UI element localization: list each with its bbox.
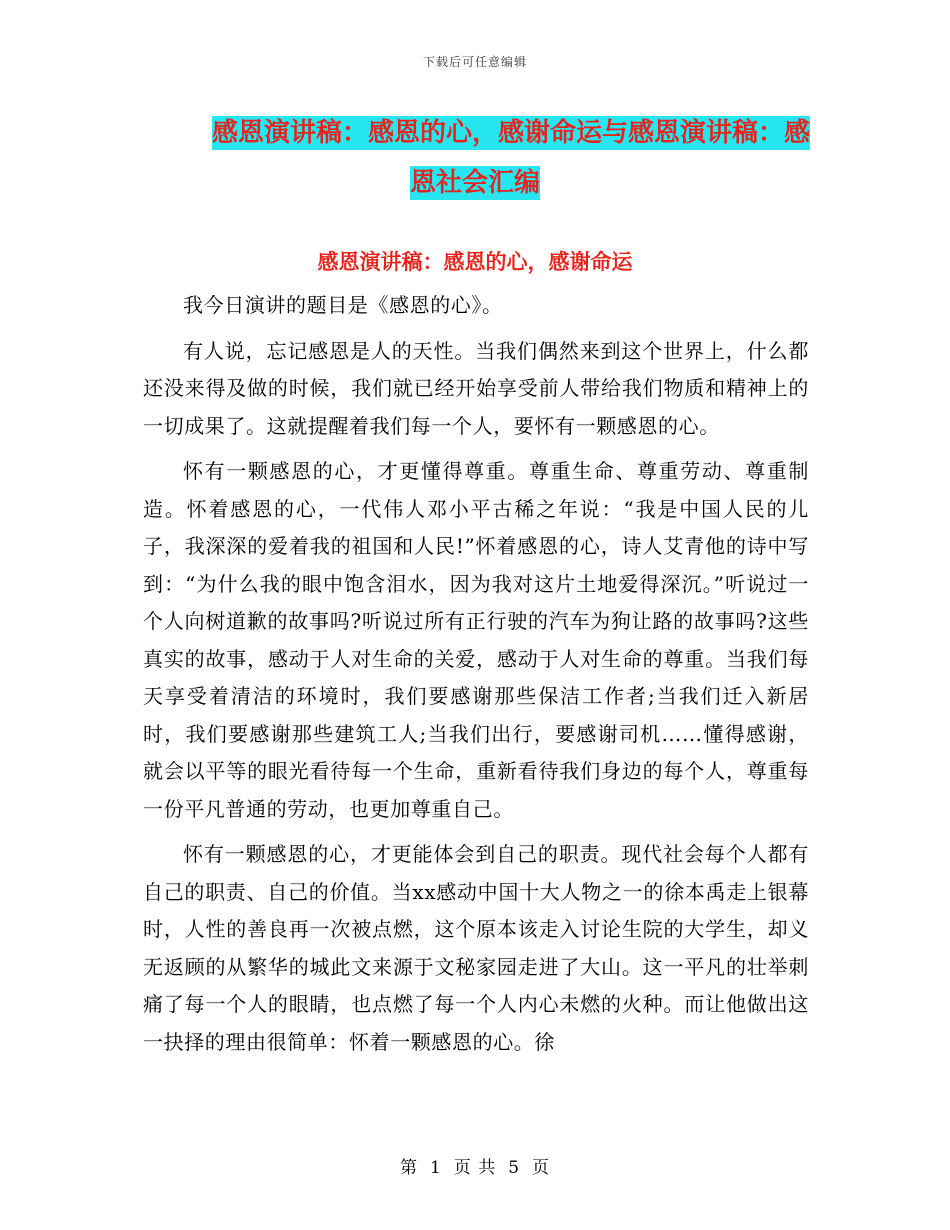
paragraph: 我今日演讲的题目是《感恩的心》。 — [183, 293, 503, 317]
page-number-footer — [0, 1153, 950, 1178]
footer-middle: 页 共 — [453, 1158, 497, 1178]
paragraph: 有人说，忘记感恩是人的天性。当我们偶然来到这个世界上，什么都还没来得及做的时候，我们就已经开始享受前人带给我们物质和精神上的一切成果了。这就提醒着我们每一个人，要怀有一颗感恩的心。 — [143, 338, 809, 438]
document-title-line-2: 恩社会汇编 — [409, 168, 540, 198]
document-title-line-1: 感恩演讲稿：感恩的心，感谢命运与感恩演讲稿：感 — [211, 118, 810, 148]
section-title: 感恩演讲稿：感恩的心，感谢命运 — [317, 250, 633, 274]
paragraph: 怀有一颗感恩的心，才更懂得尊重。尊重生命、尊重劳动、尊重制造。怀着感恩的心，一代伟人邓小平古稀之年说：“我是中国人民的儿子，我深深的爱着我的祖国和人民!”怀着感恩的心，诗人艾青他的诗中写到：“为什么我的眼中饱含泪水，因为我对这片土地爱得深沉。”听说过一个人向树道歉的故事吗?听说过所有正行驶的汽车为狗让路的故事吗?这些真实的故事，感动于人对生命的关爱，感动于人对生命的尊重。当我们每天享受着清洁的环境时，我们要感谢那些保洁工作者;当我们迁入新居时，我们要感谢那些建筑工人;当我们出行，要感谢司机……懂得感谢，就会以平等的眼光看待每一个生命，重新看待我们身边的每个人，尊重每一份平凡普通的劳动，也更加尊重自己。 — [143, 459, 810, 821]
body-text — [143, 287, 809, 1061]
paragraph: 怀有一颗感恩的心，才更能体会到自己的职责。现代社会每个人都有自己的职责、自己的价值。当xx感动中国十大人物之一的徐本禹走上银幕时，人性的善良再一次被点燃，这个原本该走入讨论生院的大学生，却义无返顾的从繁华的城此文来源于文秘家园走进了大山。这一平凡的壮举刺痛了每一个人的眼睛，也点燃了每一个人内心未燃的火种。而让他做出这一抉择的理由很简单：怀着一颗感恩的心。徐 — [143, 842, 809, 1054]
footer-suffix: 页 — [532, 1158, 551, 1178]
total-page-count: 5 — [508, 1158, 521, 1178]
footer-prefix: 第 — [399, 1158, 418, 1178]
document-title — [140, 108, 810, 208]
header-note: 下载后可任意编辑 — [422, 55, 527, 69]
current-page-number: 1 — [429, 1158, 442, 1178]
